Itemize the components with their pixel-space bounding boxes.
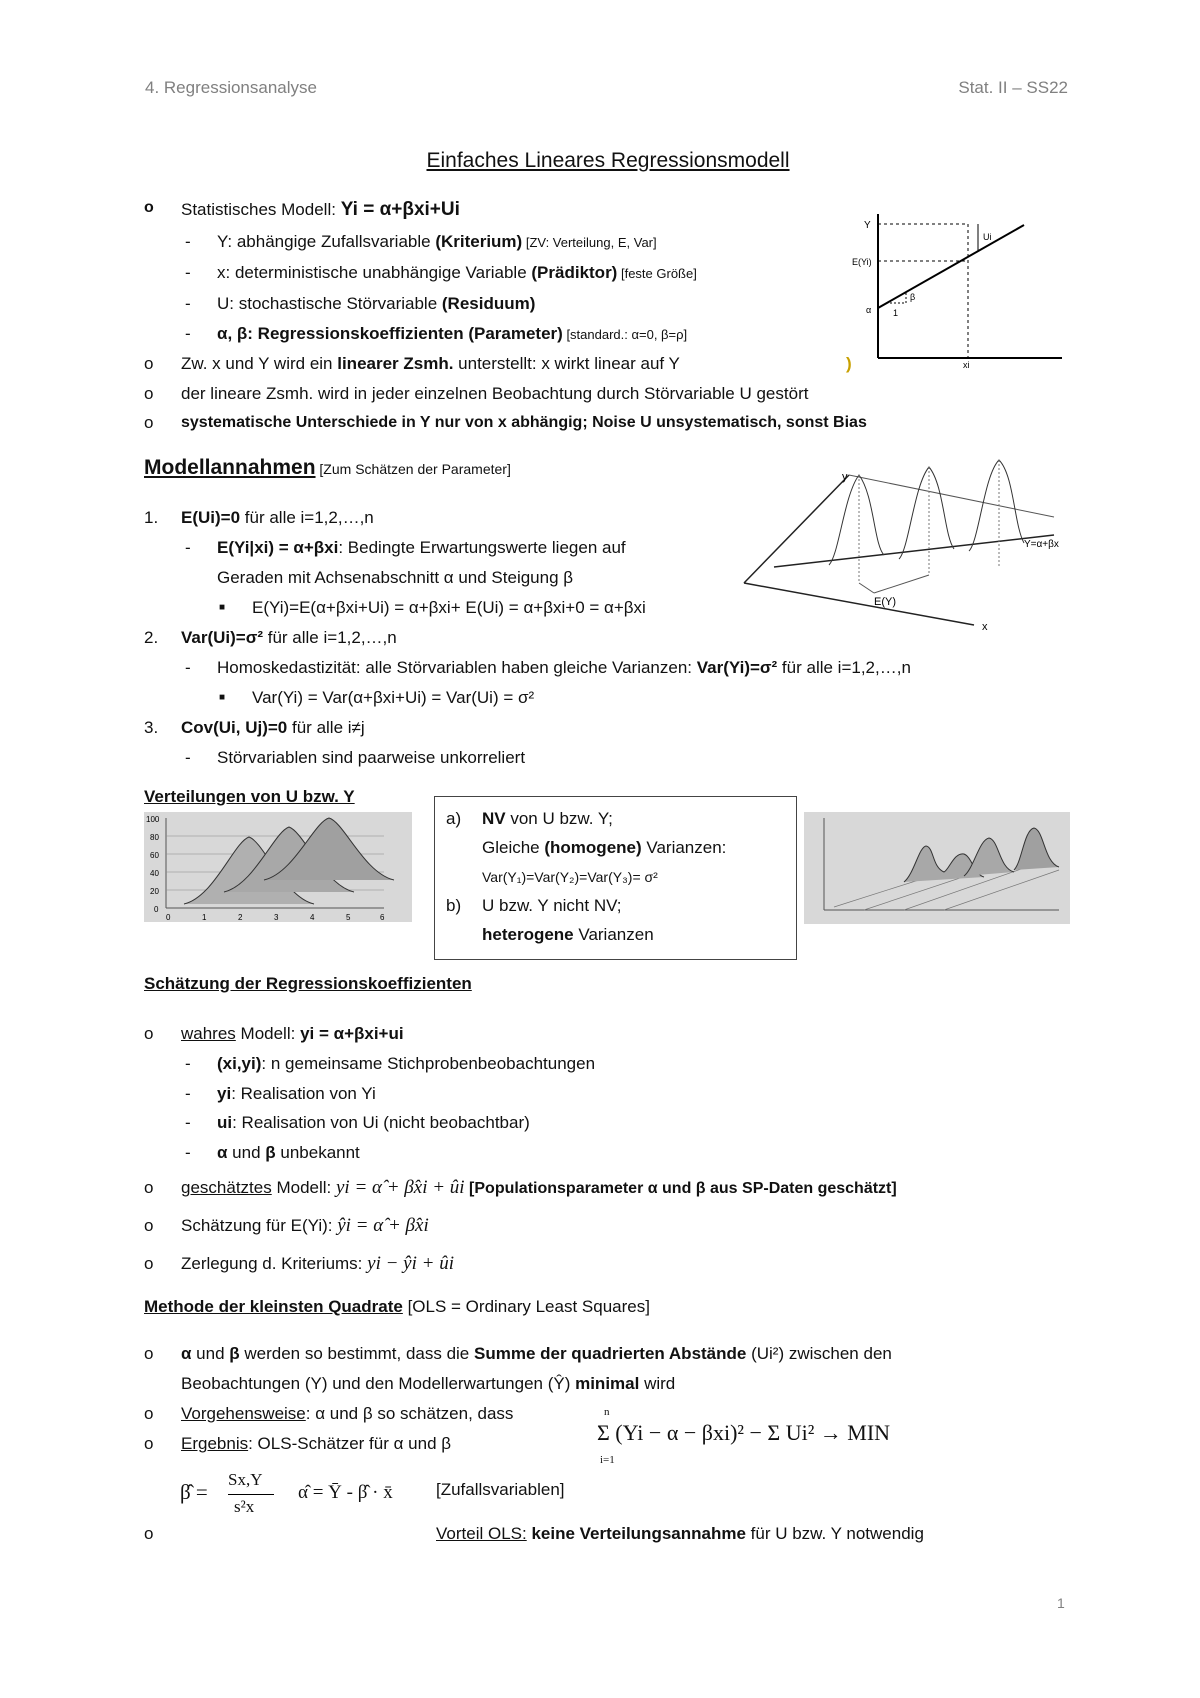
normal-distribution-plot — [144, 812, 412, 922]
model-sub-4: α, β: Regressionskoeffizienten (Parameter) [standard.: α=0, β=ρ] — [217, 324, 688, 343]
estimation-item-1: wahres Modell: yi = α+βxi+ui — [181, 1024, 404, 1043]
assumption-1: E(Ui)=0 für alle i=1,2,…,n — [181, 508, 374, 527]
fig1-u-label: Ui — [983, 232, 992, 242]
model-item-3: der lineare Zsmh. wird in jeder einzelnen Beobachtung durch Störvariable U gestört — [181, 384, 809, 403]
assumption-3: Cov(Ui, Uj)=0 für alle i≠j — [181, 718, 365, 737]
beta-numerator: Sx,Y — [228, 1470, 263, 1489]
bullet-circle: o — [144, 199, 154, 216]
x-axis — [744, 583, 974, 625]
bullet-o: o — [144, 1344, 154, 1363]
tick: 20 — [150, 887, 159, 896]
ey-pointer-1 — [859, 583, 874, 593]
bullet-square: ■ — [219, 692, 226, 703]
assumption-1-number: 1. — [144, 508, 159, 527]
bullet-o: o — [144, 384, 154, 403]
regression-line-figure — [838, 210, 1070, 368]
conditional-distribution-figure — [734, 455, 1074, 630]
fig1-ey-label: E(Yi) — [852, 257, 872, 267]
fig2-x-label: x — [982, 621, 988, 630]
bullet-dash: - — [185, 263, 191, 282]
xtick: 3 — [274, 913, 279, 922]
bullet-o: o — [144, 1524, 154, 1543]
fig2-ey-label: E(Y) — [874, 596, 896, 608]
bullet-o: o — [144, 1216, 154, 1235]
ols-item-4: Vorteil OLS: keine Verteilungsannahme für U bzw. Y notwendig — [436, 1524, 924, 1543]
ols-sum-formula: Σ (Yi − α − βxi)² − Σ Ui² → MIN — [597, 1420, 891, 1445]
fig1-one-label: 1 — [893, 308, 899, 318]
assumption-1-sub: E(Yi|xi) = α+βxi: Bedingte Erwartungswerte liegen auf — [217, 538, 626, 557]
heterogeneous-distribution-plot — [804, 812, 1070, 924]
model-item-1: Statistisches Modell: Yi = α+βxi+Ui — [181, 199, 460, 220]
back-edge — [849, 475, 1054, 517]
bullet-o: o — [144, 413, 154, 432]
header-course: Stat. II – SS22 — [958, 78, 1068, 97]
alpha-hat: α̂ = Ȳ - β̂ · x̄ — [298, 1482, 393, 1503]
bullet-o: o — [144, 354, 154, 373]
bullet-dash: - — [185, 538, 191, 557]
density-curve-1 — [829, 475, 884, 565]
bullet-dash: - — [185, 232, 191, 251]
assumption-2: Var(Ui)=σ² für alle i=1,2,…,n — [181, 628, 397, 647]
bullet-o: o — [144, 1404, 154, 1423]
bullet-dash: - — [185, 1084, 191, 1103]
regression-line — [774, 535, 1054, 567]
bullet-dash: - — [185, 1054, 191, 1073]
assumption-2-sub: Homoskedastizität: alle Störvariablen haben gleiche Varianzen: Var(Yi)=σ² für alle i=1,2,…,n — [217, 658, 911, 677]
option-a-line-1: NV von U bzw. Y; — [482, 809, 613, 828]
beta-denominator: s²x — [234, 1497, 255, 1516]
ols-item-1: α und β werden so bestimmt, dass die Summe der quadrierten Abstände (Ui²) zwischen den — [181, 1344, 892, 1363]
fig1-alpha-label: α — [866, 305, 872, 315]
fraction-bar — [228, 1494, 274, 1495]
estimation-sub-4: α und β unbekannt — [217, 1143, 360, 1162]
xtick: 1 — [202, 913, 207, 922]
fig1-x-label: xi — [963, 360, 970, 368]
bullet-o: o — [144, 1178, 154, 1197]
assumption-3-number: 3. — [144, 718, 159, 737]
zv-note: [Zufallsvariablen] — [436, 1480, 565, 1499]
xtick: 0 — [166, 913, 171, 922]
option-a-line-2: Gleiche (homogene) Varianzen: — [482, 838, 727, 857]
sum-lower-limit: i=1 — [600, 1454, 615, 1466]
ols-heading: Methode der kleinsten Quadrate [OLS = Ordinary Least Squares] — [144, 1297, 650, 1316]
model-item-2: Zw. x und Y wird ein linearer Zsmh. unterstellt: x wirkt linear auf Y — [181, 354, 680, 373]
beta-hat: β̂ = — [180, 1480, 208, 1504]
model-sub-3: U: stochastische Störvariable (Residuum) — [217, 294, 536, 313]
y-axis — [744, 475, 849, 583]
option-b-line-2: heterogene Varianzen — [482, 925, 654, 944]
bullet-dash: - — [185, 1113, 191, 1132]
ols-item-2: Vorgehensweise: α und β so schätzen, dass — [181, 1404, 514, 1423]
ey-pointer-2 — [874, 575, 929, 593]
assumption-3-sub: Störvariablen sind paarweise unkorreliert — [217, 748, 526, 767]
option-a-line-3: Var(Y₁)=Var(Y₂)=Var(Y₃)= σ² — [482, 869, 658, 885]
tick: 40 — [150, 869, 159, 878]
estimation-item-3: Schätzung für E(Yi): ŷi = α̂ + β̂xi — [181, 1215, 429, 1236]
xtick: 2 — [238, 913, 243, 922]
estimation-sub-1: (xi,yi): n gemeinsame Stichprobenbeobachtungen — [217, 1054, 596, 1073]
estimation-heading: Schätzung der Regressionskoeffizienten — [144, 974, 472, 993]
bullet-dash: - — [185, 1143, 191, 1162]
option-a-label: a) — [446, 809, 462, 828]
regression-line — [878, 225, 1024, 308]
estimation-sub-2: yi: Realisation von Yi — [217, 1084, 376, 1103]
density-curve-2 — [899, 467, 954, 559]
fig2-y-label: y — [842, 471, 848, 483]
fig2-line-label: Y=α+βx — [1024, 539, 1059, 550]
tick: 0 — [154, 905, 159, 914]
page-title: Einfaches Lineares Regressionsmodell — [426, 149, 790, 172]
tick: 100 — [146, 815, 160, 824]
model-sub-2: x: deterministische unabhängige Variable (Prädiktor) [feste Größe] — [217, 263, 697, 282]
estimation-item-4: Zerlegung d. Kriteriums: yi − ŷi + ûi — [181, 1253, 454, 1274]
xtick: 5 — [346, 913, 351, 922]
bullet-dash: - — [185, 748, 191, 767]
distributions-heading: Verteilungen von U bzw. Y — [144, 787, 355, 806]
bullet-dash: - — [185, 658, 191, 677]
estimation-sub-3: ui: Realisation von Ui (nicht beobachtbar) — [217, 1113, 530, 1132]
bullet-o: o — [144, 1024, 154, 1043]
assumption-2-number: 2. — [144, 628, 159, 647]
ols-item-3: Ergebnis: OLS-Schätzer für α und β — [181, 1434, 452, 1453]
bullet-dash: - — [185, 294, 191, 313]
fig1-y-label: Y — [864, 220, 871, 231]
bullet-o: o — [144, 1434, 154, 1453]
xtick: 6 — [380, 913, 385, 922]
page-number: 1 — [1057, 1595, 1065, 1611]
header-chapter: 4. Regressionsanalyse — [145, 78, 317, 97]
assumption-2-derivation: Var(Yi) = Var(α+βxi+Ui) = Var(Ui) = σ² — [252, 688, 535, 707]
option-b-line-1: U bzw. Y nicht NV; — [482, 896, 622, 915]
fig1-beta-label: β — [910, 292, 916, 302]
assumptions-heading: Modellannahmen [Zum Schätzen der Parameter] — [144, 456, 511, 479]
assumption-1-derivation: E(Yi)=E(α+βxi+Ui) = α+βxi+ E(Ui) = α+βxi+0 = α+βxi — [252, 598, 646, 617]
bullet-dash: - — [185, 324, 191, 343]
bullet-square: ■ — [219, 602, 226, 613]
xtick: 4 — [310, 913, 315, 922]
paren-mark: ) — [846, 354, 852, 373]
model-sub-1: Y: abhängige Zufallsvariable (Kriterium) [ZV: Verteilung, E, Var] — [217, 232, 657, 251]
model-item-4: systematische Unterschiede in Y nur von x abhängig; Noise U unsystematisch, sonst Bias — [181, 414, 867, 431]
sum-upper-limit: n — [604, 1406, 610, 1418]
assumption-1-sub-cont: Geraden mit Achsenabschnitt α und Steigung β — [217, 568, 574, 587]
option-b-label: b) — [446, 896, 462, 915]
tick: 60 — [150, 851, 159, 860]
bullet-o: o — [144, 1254, 154, 1273]
estimation-item-2: geschätztes Modell: yi = α̂ + β̂xi + ûi [Populationsparameter α und β aus SP-Daten geschätzt] — [181, 1177, 897, 1198]
ols-item-1-cont: Beobachtungen (Y) und den Modellerwartungen (Ŷ) minimal wird — [181, 1374, 676, 1393]
tick: 80 — [150, 833, 159, 842]
